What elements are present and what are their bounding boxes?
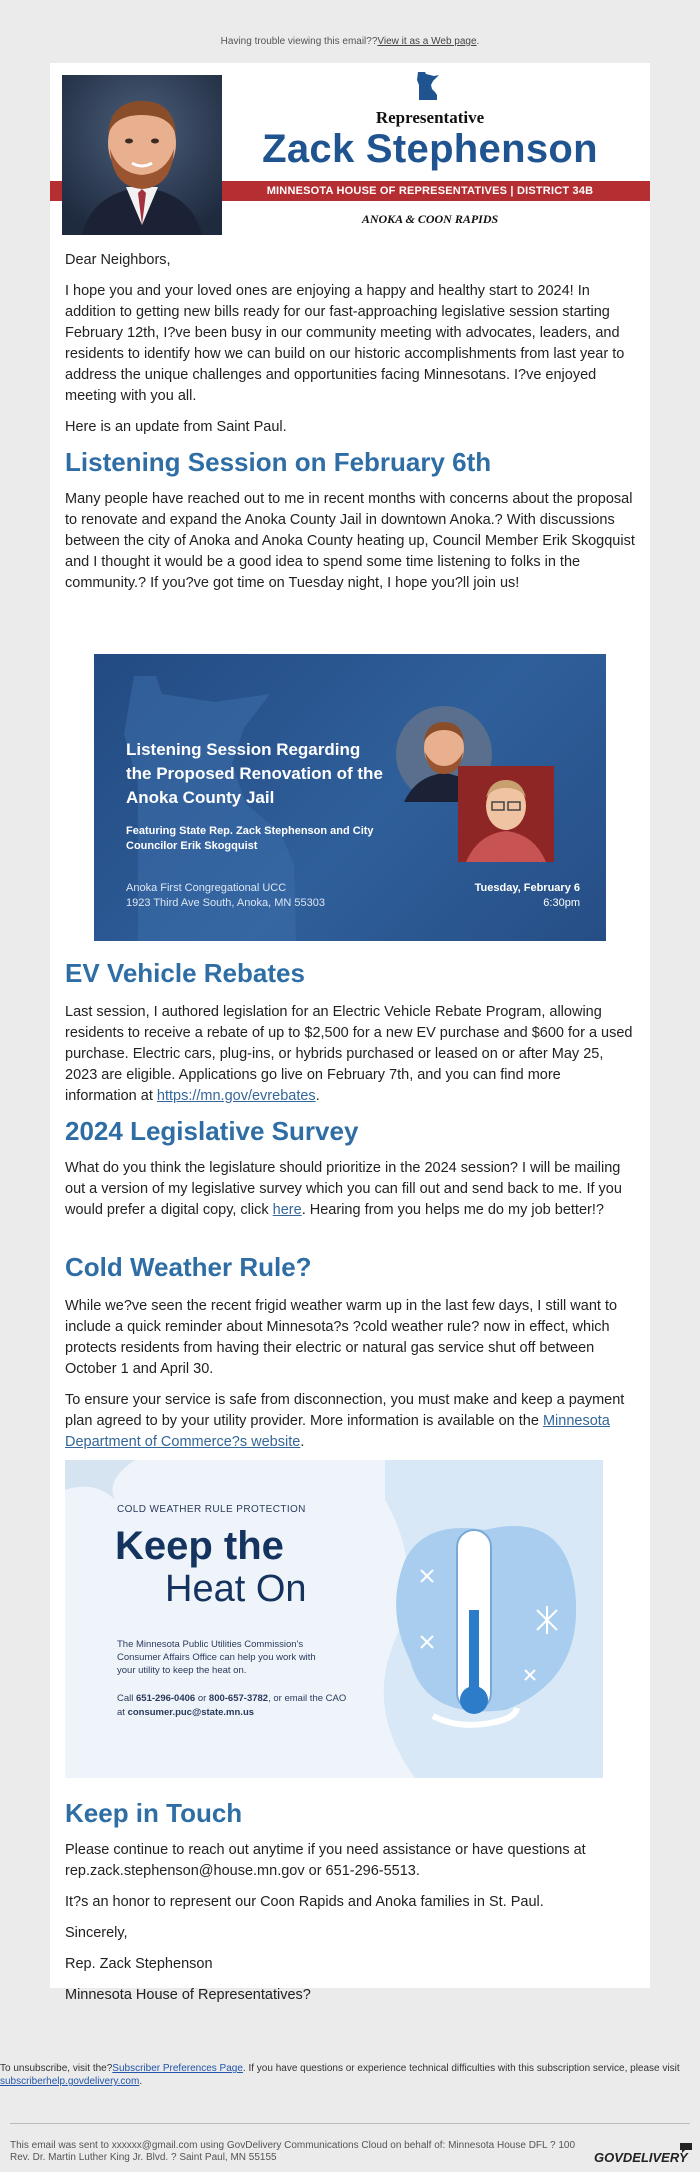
minnesota-state-icon	[416, 71, 440, 101]
ev-body-end: .	[315, 1088, 320, 1104]
cold-heading: Cold Weather Rule?	[65, 1252, 312, 1282]
listening-session-banner	[94, 654, 606, 941]
banner-address: 1923 Third Ave South, Anoka, MN 55303	[126, 897, 325, 909]
ev-body	[65, 1002, 635, 1107]
survey-body	[65, 1158, 635, 1221]
listening-section	[65, 489, 635, 594]
cold-paragraph-2	[65, 1390, 635, 1453]
govdelivery-text: GOVDELIVERY	[594, 2150, 688, 2165]
commerce-website-link[interactable]: Minnesota Department of Commerce?s website	[65, 1413, 610, 1450]
or-label: or	[195, 1693, 209, 1704]
survey-link[interactable]: here	[272, 1202, 302, 1218]
govdelivery-logo[interactable]	[594, 2150, 688, 2165]
ev-rebates-link[interactable]: https://mn.gov/evrebates	[156, 1088, 316, 1104]
sign-off: Sincerely,	[65, 1925, 128, 1941]
cao-email: consumer.puc@state.mn.us	[127, 1707, 255, 1718]
banner-date: Tuesday, February 6	[474, 882, 580, 894]
top-note-text: Having trouble viewing this email??	[220, 36, 378, 47]
email-label: , or email the CAO at	[117, 1693, 347, 1718]
cold-p2-end: .	[300, 1434, 305, 1450]
subscriber-preferences-link[interactable]: Subscriber Preferences Page	[112, 2063, 243, 2074]
heat-title-line2: Heat On	[165, 1568, 307, 1610]
survey-body-end: . Hearing from you helps me do my job better!?	[301, 1202, 604, 1218]
rep-name: Zack Stephenson	[262, 127, 598, 171]
heat-description: The Minnesota Public Utilities Commission's Consumer Affairs Office can help you work with your utility to keep the heat on.	[117, 1639, 316, 1676]
heat-contact	[117, 1692, 347, 1720]
survey-section	[65, 1158, 635, 1221]
cold-section	[65, 1296, 635, 1453]
ev-section	[65, 1002, 635, 1107]
survey-heading: 2024 Legislative Survey	[65, 1116, 359, 1146]
rep-title: Representative	[375, 108, 485, 127]
update-line: Here is an update from Saint Paul.	[65, 419, 287, 435]
district-cities: ANOKA & COON RAPIDS	[361, 212, 499, 226]
sent-line-2: Rev. Dr. Martin Luther King Jr. Blvd. ? Saint Paul, MN 55155	[10, 2152, 277, 2163]
survey-body-text: What do you think the legislature should prioritize in the 2024 session? I will be mailing out a version of my legislative survey which you can fill out and send back to me. If you would prefer a digital copy, click	[65, 1160, 622, 1218]
call-label: Call	[117, 1693, 137, 1704]
unsub-end: .	[139, 2076, 143, 2087]
phone-1: 651-296-0406	[136, 1693, 196, 1704]
unsub-middle: . If you have questions or experience technical difficulties with this subscription service, please visit	[242, 2063, 680, 2074]
email-header	[50, 63, 650, 239]
ev-body-text: Last session, I authored legislation for an Electric Vehicle Rebate Program, allowing residents to receive a rebate of up to $2,500 for a new EV purchase and $600 for a used purchase. Electric cars, plug-ins, or hybrids purchased or leased on or after May 25, 2023 are eligible. Applications go live on February 7th, and you can find more information at	[65, 1004, 633, 1104]
banner-title: Listening Session Regarding the Proposed Renovation of the Anoka County Jail	[126, 740, 383, 807]
top-note-end: .	[476, 36, 480, 47]
email-card	[50, 63, 650, 2003]
cold-p2-text: To ensure your service is safe from disconnection, you must make and keep a payment plan agreed to by your utility provider. More information is available on the	[65, 1392, 625, 1429]
heat-title-line1: Keep the	[115, 1524, 284, 1568]
keep-in-touch-heading: Keep in Touch	[65, 1798, 243, 1828]
keep-paragraph-1: Please continue to reach out anytime if you need assistance or have questions at rep.zack.stephenson@house.mn.gov or 651-296-5513.	[65, 1842, 586, 1879]
greeting: Dear Neighbors,	[65, 252, 171, 268]
banner-venue: Anoka First Congregational UCC	[126, 882, 287, 894]
unsubscribe-note	[0, 2062, 700, 2088]
ev-heading: EV Vehicle Rebates	[65, 958, 305, 988]
banner-time: 6:30pm	[543, 897, 580, 909]
intro-paragraph: I hope you and your loved ones are enjoying a happy and healthy start to 2024! In addition to getting new bills ready for our fast-approaching legislative session starting February 12th, I?ve been busy in our community meeting with advocates, leaders, and residents to identify how we can build on our historic accomplishments from last year to address the unique challenges and opportunities facing Minnesotans. I?ve enjoyed meeting with you all.	[65, 283, 625, 404]
phone-2: 800-657-3782	[208, 1693, 269, 1704]
keep-heat-on-banner	[65, 1460, 603, 1778]
listening-heading: Listening Session on February 6th	[65, 447, 492, 477]
subscriber-help-link[interactable]: subscriberhelp.govdelivery.com	[0, 2076, 140, 2087]
signature-name: Rep. Zack Stephenson	[65, 1956, 213, 1972]
chat-bubble-icon	[679, 2142, 693, 2154]
heat-kicker: COLD WEATHER RULE PROTECTION	[117, 1504, 306, 1515]
signature-title: Minnesota House of Representatives?	[65, 1987, 311, 2003]
top-note	[0, 36, 700, 47]
rep-portrait	[60, 73, 220, 233]
footer-divider	[10, 2123, 690, 2124]
sent-note	[10, 2140, 610, 2164]
web-page-link[interactable]: View it as a Web page	[377, 36, 477, 47]
unsub-text: To unsubscribe, visit the?	[0, 2063, 113, 2074]
listening-body: Many people have reached out to me in recent months with concerns about the proposal to renovate and expand the Anoka County Jail in downtown Anoka.? With discussions between the city of Anoka and Anoka County heating up, Council Member Erik Skogquist and I thought it would be a good idea to spend some time listening to folks in the community.? If you?ve got time on Tuesday night, I hope you?ll join us!	[65, 491, 635, 591]
cold-paragraph-1: While we?ve seen the recent frigid weather warm up in the last few days, I still want to include a quick reminder about Minnesota?s ?cold weather rule? now in effect, which protects residents from having their electric or natural gas service shut off between October 1 and April 30.	[65, 1298, 618, 1377]
ribbon-text: MINNESOTA HOUSE OF REPRESENTATIVES | DISTRICT 34B	[266, 185, 594, 197]
keep-paragraph-2: It?s an honor to represent our Coon Rapids and Anoka families in St. Paul.	[65, 1894, 544, 1910]
intro-section	[65, 250, 635, 438]
keep-section	[65, 1840, 635, 2006]
sent-line-1: This email was sent to xxxxxx@gmail.com using GovDelivery Communications Cloud on behalf of: Minnesota House DFL ? 100	[10, 2140, 576, 2151]
banner-portrait-councilor	[458, 766, 554, 862]
banner-subtitle: Featuring State Rep. Zack Stephenson and City Councilor Erik Skogquist	[126, 825, 374, 852]
